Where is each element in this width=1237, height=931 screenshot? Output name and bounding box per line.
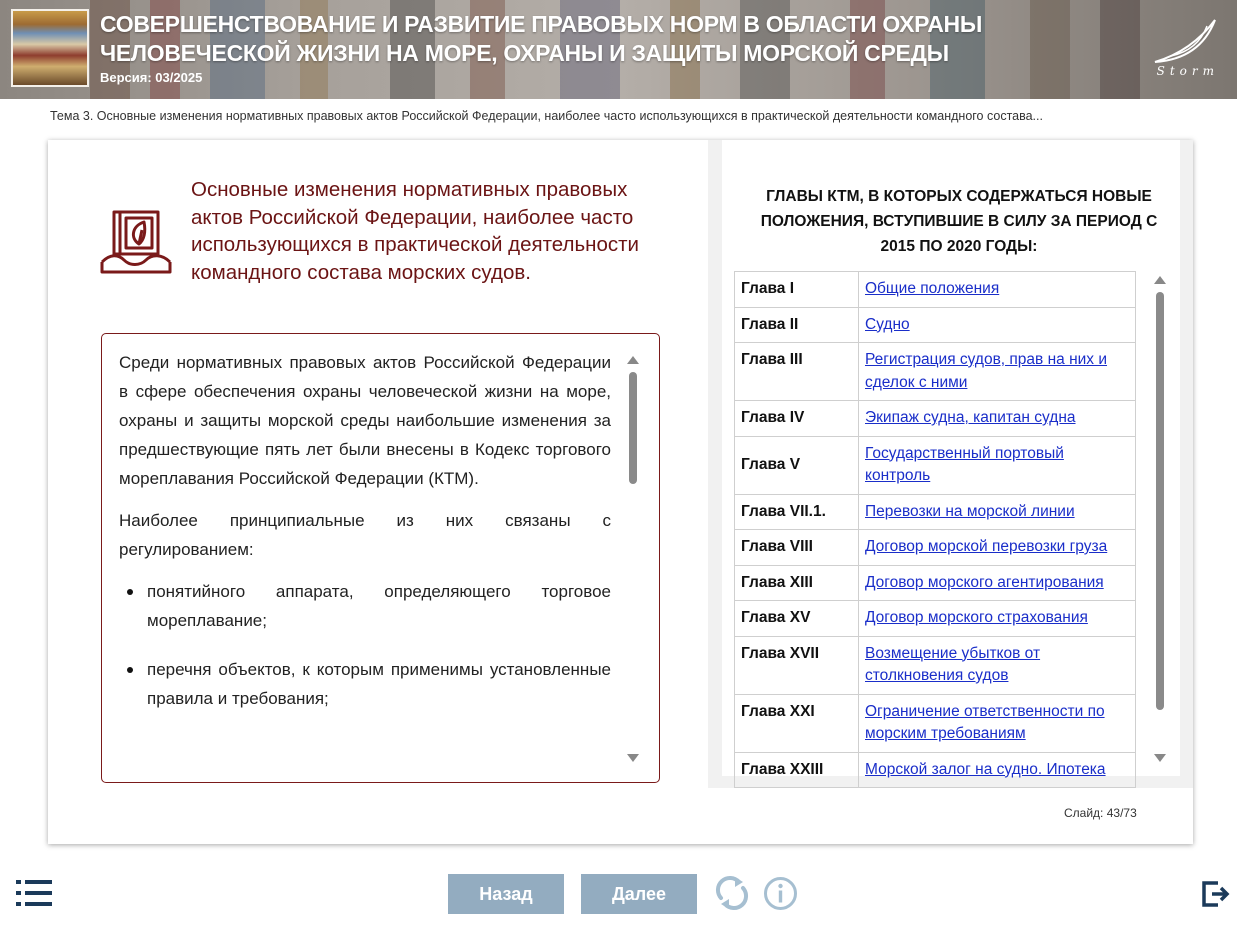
chapters-table-wrap xyxy=(734,271,1136,778)
slide-counter xyxy=(1064,806,1137,820)
slide-heading: Основные изменения нормативных правовых актов Российской Федерации, наиболее часто использующихся в практической деятельности командного состава морских судов. xyxy=(191,178,639,284)
scroll-down-icon[interactable] xyxy=(627,754,639,762)
table-row xyxy=(735,636,1136,694)
table-row xyxy=(735,565,1136,601)
chapter-number: Глава XXIII xyxy=(735,752,859,788)
chapter-number: Глава VIII xyxy=(735,530,859,566)
scroll-up-icon[interactable] xyxy=(1154,276,1166,284)
chapter-number: Глава V xyxy=(735,436,859,494)
slide-label: Слайд: xyxy=(1064,806,1104,820)
chapter-link[interactable]: Экипаж судна, капитан судна xyxy=(859,401,1136,437)
chapter-link[interactable]: Договор морской перевозки груза xyxy=(859,530,1136,566)
table-title: ГЛАВЫ КТМ, В КОТОРЫХ СОДЕРЖАТЬСЯ НОВЫЕ ПОЛОЖЕНИЯ, ВСТУПИВШИЕ В СИЛУ ЗА ПЕРИОД С 2015 ПО 2020 ГОДЫ: xyxy=(760,188,1158,255)
chapter-link[interactable]: Морской залог на судно. Ипотека xyxy=(859,752,1136,788)
reload-icon[interactable] xyxy=(713,874,751,912)
back-button[interactable]: Назад xyxy=(448,874,564,914)
info-icon[interactable] xyxy=(763,876,798,911)
chapter-number: Глава II xyxy=(735,307,859,343)
next-button[interactable]: Далее xyxy=(581,874,697,914)
chapter-number: Глава I xyxy=(735,272,859,308)
chapter-link[interactable]: Перевозки на морской линии xyxy=(859,494,1136,530)
chapter-link[interactable]: Ограничение ответственности по морским требованиям xyxy=(859,694,1136,752)
paragraph: Среди нормативных правовых актов Российской Федерации в сфере обеспечения охраны человеческой жизни на море, охраны и защиты морской среды наибольшие изменения за предшествующие пять лет были внесены в Кодекс торгового мореплавания Российской Федерации (КТМ). xyxy=(119,353,611,488)
chapter-link[interactable]: Общие положения xyxy=(859,272,1136,308)
scroll-thumb[interactable] xyxy=(1156,292,1164,710)
exit-icon[interactable] xyxy=(1200,879,1230,909)
table-row xyxy=(735,494,1136,530)
course-thumbnail xyxy=(11,9,89,87)
chapter-link[interactable]: Регистрация судов, прав на них и сделок с ними xyxy=(859,343,1136,401)
table-row xyxy=(735,272,1136,308)
slide-right-pane xyxy=(708,140,1193,788)
chapters-table xyxy=(734,271,1136,788)
menu-list-icon[interactable] xyxy=(16,880,52,906)
table-row xyxy=(735,401,1136,437)
chapter-number: Глава IV xyxy=(735,401,859,437)
topic-breadcrumb: Тема 3. Основные изменения нормативных правовых актов Российской Федерации, наиболее часто использующихся в практической деятельности командного состава... xyxy=(50,109,1043,123)
bullet-item: перечня объектов, к которым применимы установленные правила и требования; xyxy=(147,655,611,713)
chapter-number: Глава VII.1. xyxy=(735,494,859,530)
slide-number: 43 xyxy=(1106,806,1121,820)
bullet-list xyxy=(147,577,611,713)
course-version: Версия: 03/2025 xyxy=(100,70,203,85)
paragraph: Наиболее принципиальные из них связаны с регулированием: xyxy=(119,511,611,559)
table-row xyxy=(735,601,1136,637)
table-row xyxy=(735,343,1136,401)
text-content xyxy=(119,348,611,733)
chapter-link[interactable]: Договор морского агентирования xyxy=(859,565,1136,601)
slide-left-pane xyxy=(48,140,708,844)
chapter-link[interactable]: Государственный портовый контроль xyxy=(859,436,1136,494)
table-row xyxy=(735,307,1136,343)
chapter-number: Глава XIII xyxy=(735,565,859,601)
chapter-number: Глава XXI xyxy=(735,694,859,752)
chapters-panel xyxy=(722,140,1180,776)
slide-total: /73 xyxy=(1120,806,1137,820)
logo-text: Storm xyxy=(1156,64,1219,78)
bullet-item: понятийного аппарата, определяющего торговое мореплавание; xyxy=(147,577,611,635)
scroll-down-icon[interactable] xyxy=(1154,754,1166,762)
scroll-thumb[interactable] xyxy=(629,372,637,484)
text-scrollbar[interactable] xyxy=(627,356,639,762)
chapter-link[interactable]: Возмещение убытков от столкновения судов xyxy=(859,636,1136,694)
course-title: СОВЕРШЕНСТВОВАНИЕ И РАЗВИТИЕ ПРАВОВЫХ НОРМ В ОБЛАСТИ ОХРАНЫ ЧЕЛОВЕЧЕСКОЙ ЖИЗНИ НА МОРЕ, ОХРАНЫ И ЗАЩИТЫ МОРСКОЙ СРЕДЫ xyxy=(100,11,983,66)
table-scrollbar[interactable] xyxy=(1154,276,1166,762)
table-row xyxy=(735,752,1136,788)
chapter-link[interactable]: Судно xyxy=(859,307,1136,343)
book-leaf-icon xyxy=(100,204,172,276)
table-row xyxy=(735,530,1136,566)
table-row xyxy=(735,436,1136,494)
chapter-number: Глава XV xyxy=(735,601,859,637)
scroll-up-icon[interactable] xyxy=(627,356,639,364)
text-panel xyxy=(101,333,660,783)
slide-card xyxy=(48,140,1193,844)
chapter-link[interactable]: Договор морского страхования xyxy=(859,601,1136,637)
table-row xyxy=(735,694,1136,752)
course-header xyxy=(0,0,1237,99)
chapter-number: Глава XVII xyxy=(735,636,859,694)
chapter-number: Глава III xyxy=(735,343,859,401)
